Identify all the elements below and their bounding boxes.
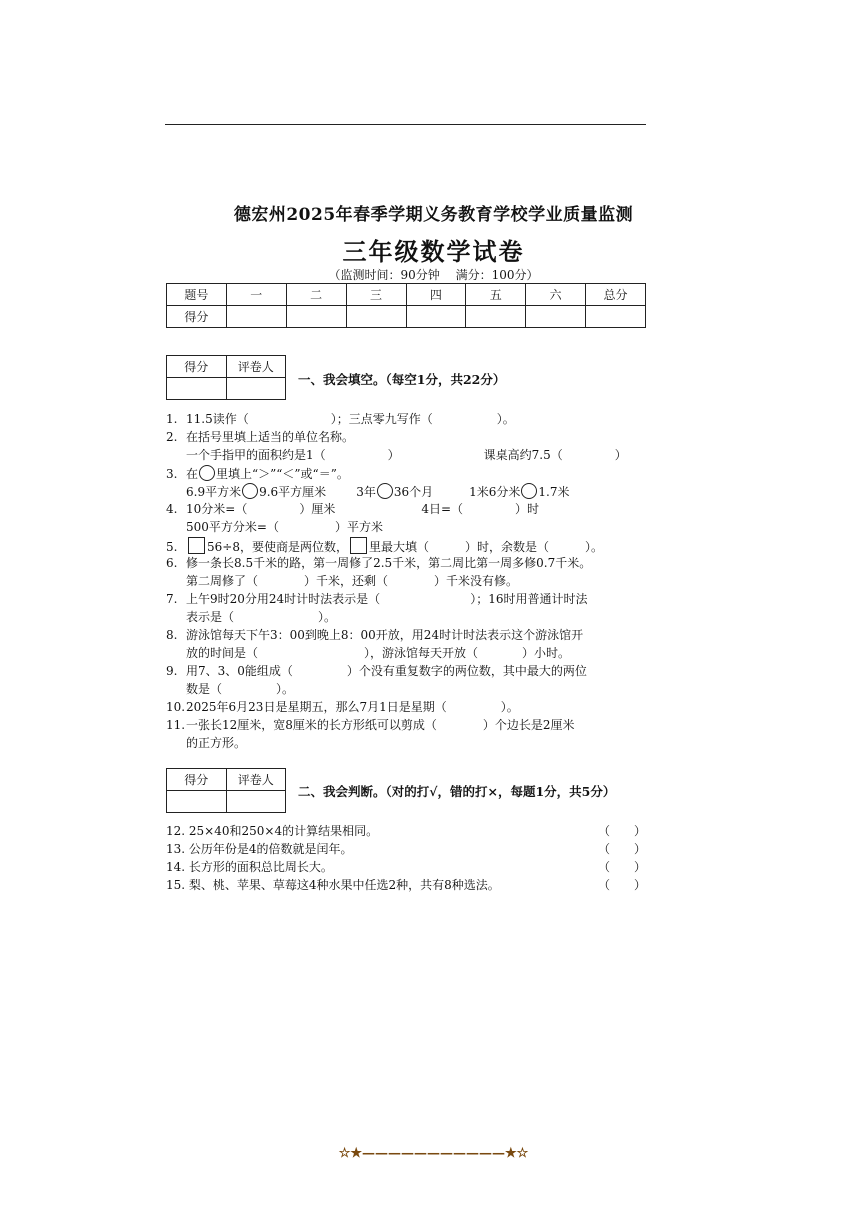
question-2-sub: 一个手指甲的面积约是1（ ） 课桌高约7.5（ ）: [186, 448, 627, 462]
score-table-header-cell: 一: [226, 284, 286, 306]
score-table-header-cell: 二: [286, 284, 346, 306]
answer-paren[interactable]: （ ）: [597, 842, 646, 856]
question-11: 11.一张长12厘米，宽8厘米的长方形纸可以剪成（ ）个边长是2厘米: [166, 718, 575, 732]
section1-heading: 一、我会填空。（每空1分，共22分）: [298, 372, 506, 387]
score-cell[interactable]: [526, 306, 586, 328]
score-table-header-cell: 五: [466, 284, 526, 306]
footer-ornament: ☆★———————————★☆: [338, 1146, 529, 1161]
exam-time: （监测时间：90分钟: [328, 268, 440, 282]
question-5: 5. 56÷8，要使商是两位数， 里最大填（ ）时，余数是（ ）。: [166, 537, 603, 556]
question-1: 1. 11.5读作（ ）；三点零九写作（ ）。: [166, 412, 515, 426]
exam-full-score: 满分：100分）: [455, 268, 539, 282]
question-6-sub: 第二周修了（ ）千米，还剩（ ）千米没有修。: [186, 574, 519, 588]
grader-box-section1: [166, 355, 286, 400]
grader-name-label: 评卷人: [226, 769, 286, 791]
score-cell[interactable]: [466, 306, 526, 328]
grader-name-label: 评卷人: [226, 356, 286, 378]
score-table-header-cell: 题号: [167, 284, 227, 306]
question-3: 3. 在 里填上“＞”“＜”或“＝”。: [166, 467, 349, 481]
question-11-sub: 的正方形。: [186, 736, 247, 750]
exam-info: [0, 266, 867, 283]
judge-item: 15. 梨、桃、苹果、草莓这4种水果中任选2种，共有8种选法。 （ ）: [166, 878, 646, 892]
question-9: 9. 用7、3、0能组成（ ）个没有重复数字的两位数，其中最大的两位: [166, 664, 587, 678]
score-cell[interactable]: [226, 306, 286, 328]
grader-name-cell[interactable]: [226, 378, 286, 400]
circle-answer[interactable]: [521, 483, 537, 499]
judge-item: 13. 公历年份是4的倍数就是闰年。 （ ）: [166, 842, 646, 856]
question-3-sub: 6.9平方米 9.6平方厘米 3年 36个月 1米6分米 1.7米: [186, 485, 570, 499]
grader-score-cell[interactable]: [167, 378, 227, 400]
score-table-score-row: [167, 306, 646, 328]
circle-icon: [199, 465, 215, 481]
score-table-header-cell: 四: [406, 284, 466, 306]
score-table-header-cell: 总分: [586, 284, 646, 306]
question-10: 10.2025年6月23日是星期五，那么7月1日是星期（ ）。: [166, 700, 519, 714]
question-9-sub: 数是（ ）。: [186, 682, 295, 696]
question-8: 8. 游泳馆每天下午3：00到晚上8：00开放，用24时计时法表示这个游泳馆开: [166, 628, 584, 642]
grader-score-label: 得分: [167, 769, 227, 791]
score-cell[interactable]: [586, 306, 646, 328]
grader-score-cell[interactable]: [167, 791, 227, 813]
judge-item: 12. 25×40和250×4的计算结果相同。 （ ）: [166, 824, 646, 838]
grader-box-section2: [166, 768, 286, 813]
grader-name-cell[interactable]: [226, 791, 286, 813]
score-cell[interactable]: [346, 306, 406, 328]
question-4: 4. 10分米=（ ）厘米 4日=（ ）时: [166, 502, 540, 516]
question-4-sub: 500平方分米=（ ）平方米: [186, 520, 383, 534]
grader-score-label: 得分: [167, 356, 227, 378]
answer-paren[interactable]: （ ）: [597, 878, 646, 892]
answer-paren[interactable]: （ ）: [597, 824, 646, 838]
score-table-header-cell: 六: [526, 284, 586, 306]
square-answer[interactable]: [188, 537, 205, 554]
exam-title: 三年级数学试卷: [342, 237, 525, 266]
school-title: 德宏州2025年春季学期义务教育学校学业质量监测: [233, 205, 634, 225]
question-6: 6. 修一条长8.5千米的路，第一周修了2.5千米，第二周比第一周多修0.7千米。: [166, 556, 592, 570]
question-2: 2. 在括号里填上适当的单位名称。: [166, 430, 355, 444]
section2-heading: 二、我会判断。（对的打√，错的打×，每题1分，共5分）: [298, 784, 616, 799]
score-table: [166, 283, 646, 328]
question-8-sub: 放的时间是（ ），游泳馆每天开放（ ）小时。: [186, 646, 571, 660]
judge-item: 14. 长方形的面积总比周长大。 （ ）: [166, 860, 646, 874]
question-7: 7. 上午9时20分用24时计时法表示是（ ）；16时用普通计时法: [166, 592, 588, 606]
square-icon: [350, 537, 367, 554]
answer-paren[interactable]: （ ）: [597, 860, 646, 874]
score-cell[interactable]: [406, 306, 466, 328]
circle-answer[interactable]: [377, 483, 393, 499]
question-7-sub: 表示是（ ）。: [186, 610, 337, 624]
top-rule: [165, 124, 646, 125]
score-table-header-cell: 三: [346, 284, 406, 306]
circle-answer[interactable]: [242, 483, 258, 499]
score-cell[interactable]: [286, 306, 346, 328]
score-table-header-row: [167, 284, 646, 306]
score-table-score-label: 得分: [167, 306, 227, 328]
